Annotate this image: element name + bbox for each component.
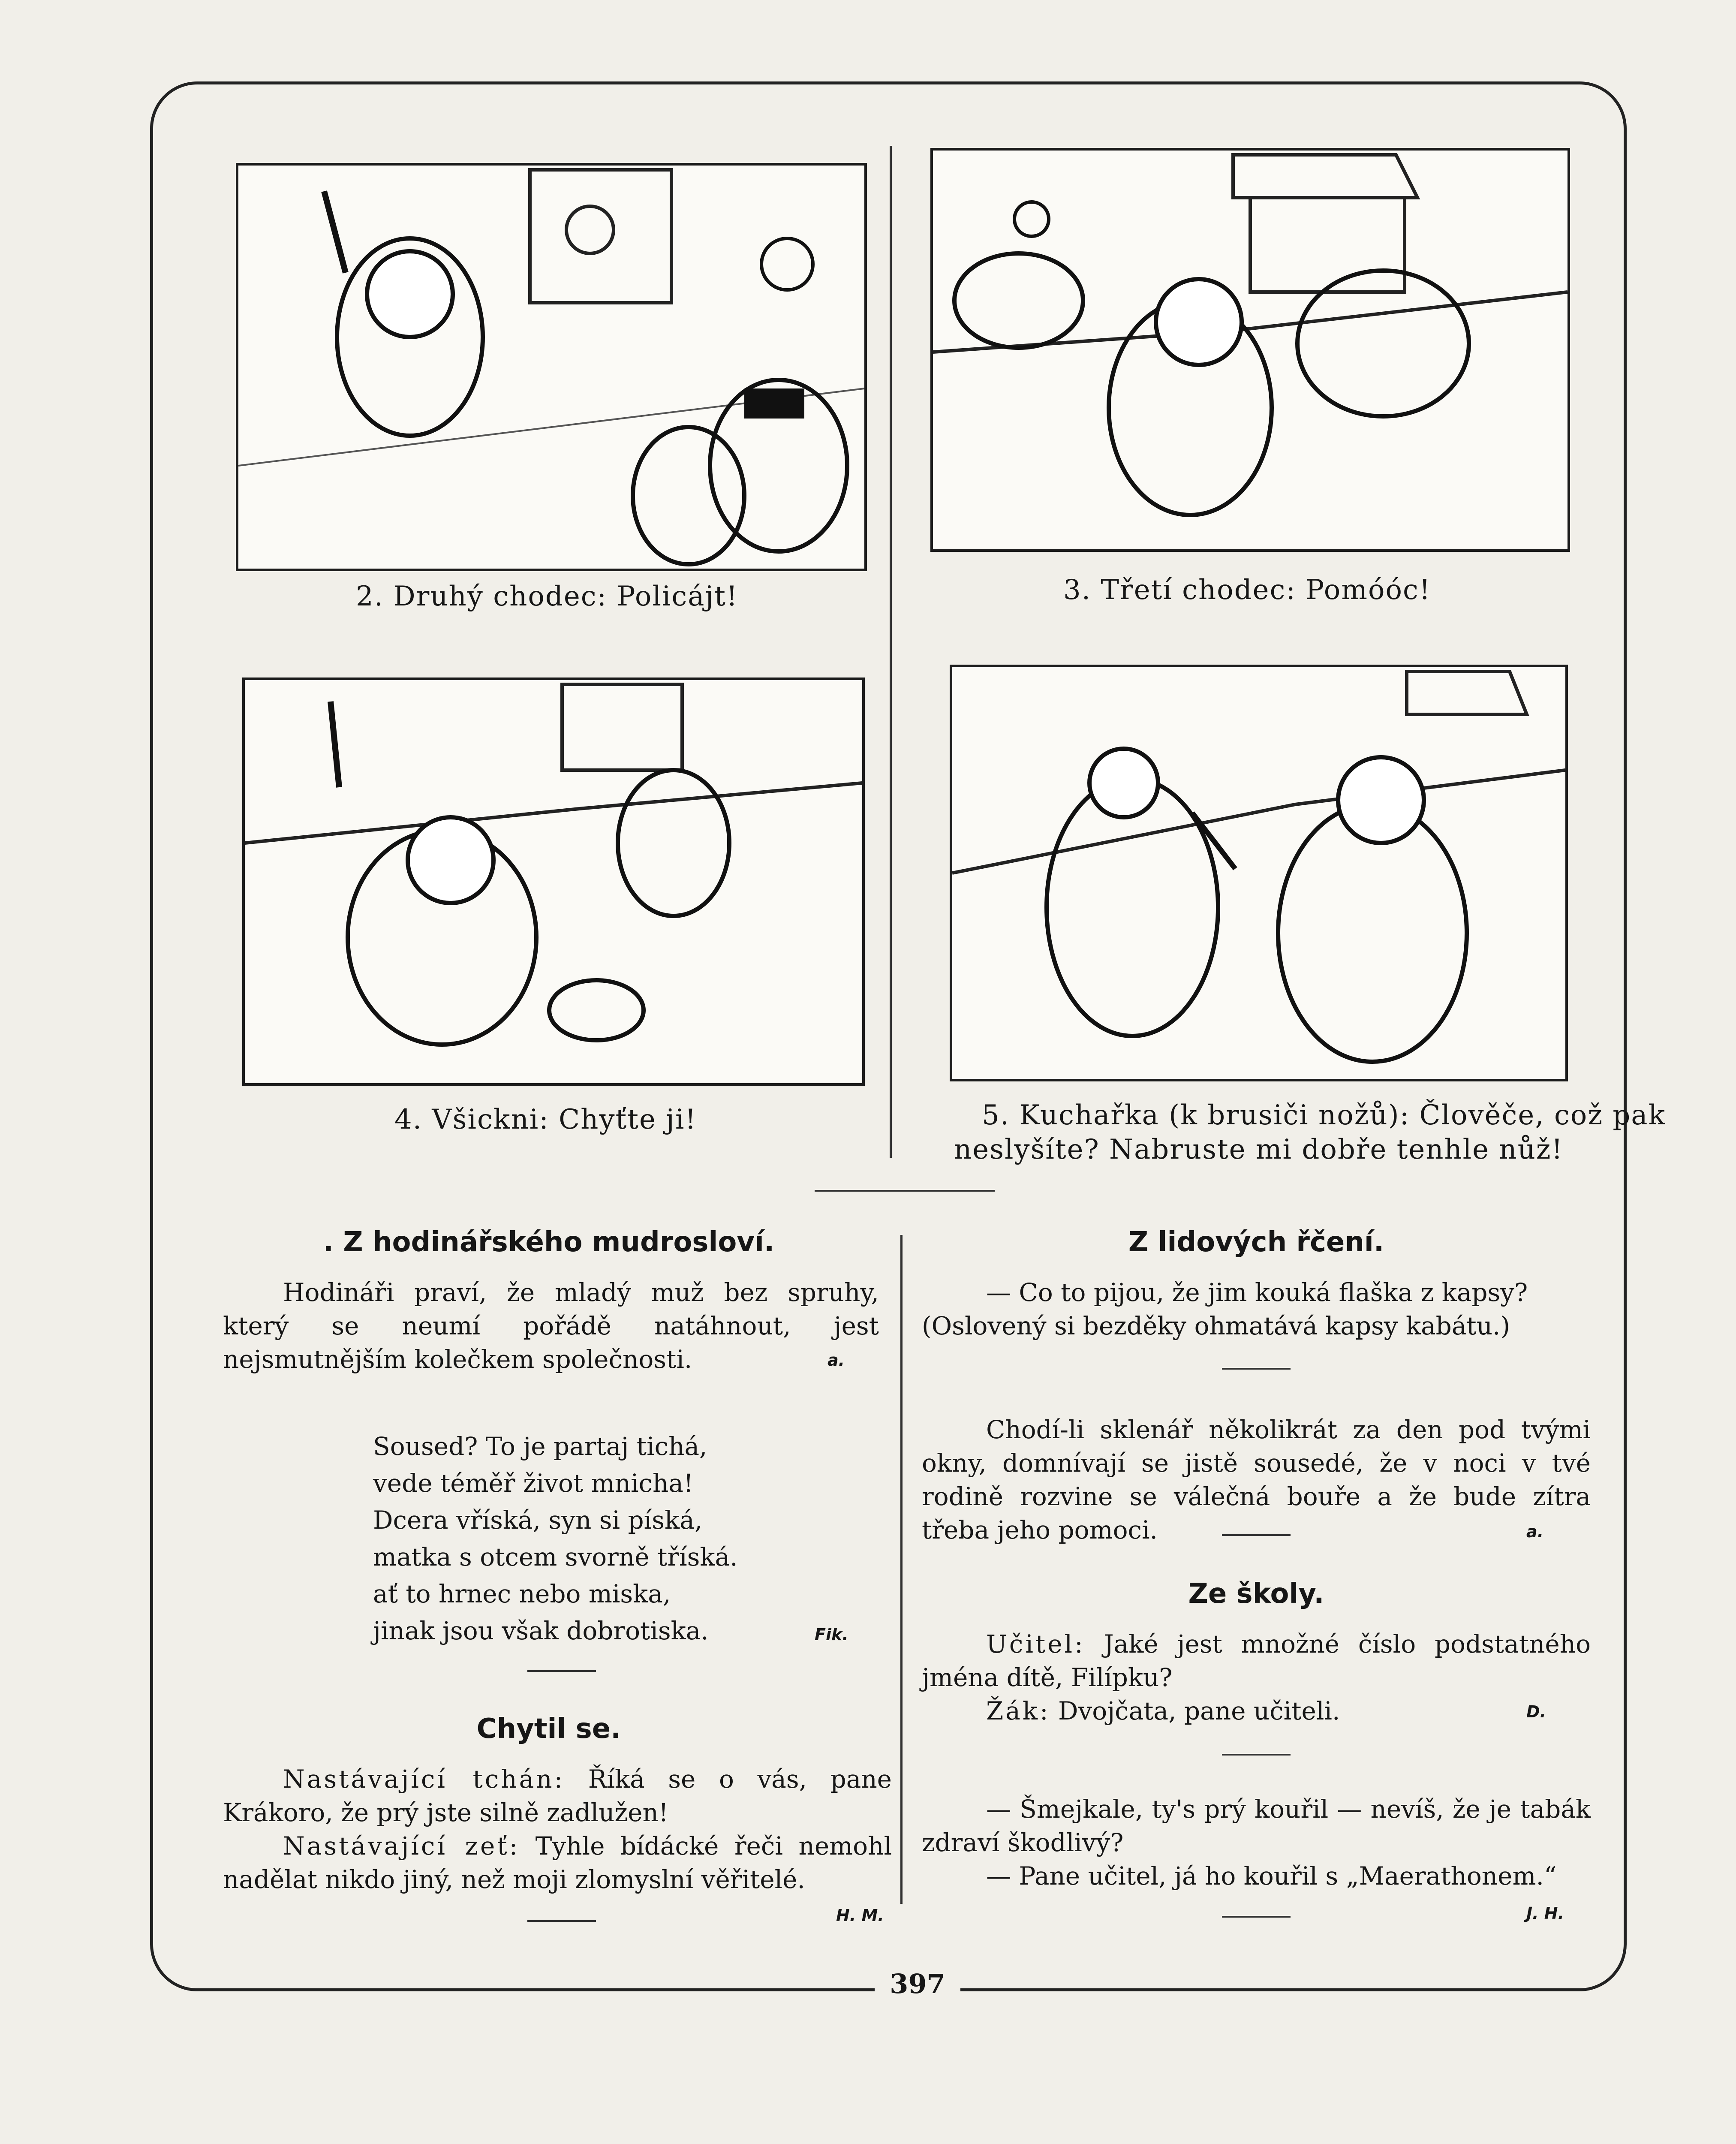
paragraph [922,1694,1591,1728]
section-divider [1222,1754,1291,1756]
cartoon-illustration [245,680,862,1083]
section-heading: Ze školy. [1188,1578,1324,1610]
speaker: Učitel: [986,1629,1085,1659]
cartoon-illustration [952,667,1565,1079]
dialogue: Tyhle bídácké řeči nemohl nadělat nikdo jiný, než moji zlomyslní věřitelé. [223,1831,892,1894]
section-divider [1222,1368,1291,1370]
panel-caption: 3. Třetí chodec: Pomóóc! [1063,574,1431,606]
section-divider [1222,1916,1291,1918]
comic-panel-4 [242,678,865,1086]
paragraph: (Oslovený si bezděky ohmatává kapsy kabátu.) [922,1311,1510,1340]
section-heading: . Z hodinářského mudrosloví. [323,1226,775,1258]
panel-caption: 5. Kuchařka (k brusiči nožů): Člověče, což pak [982,1099,1666,1131]
paragraph [223,1829,892,1896]
section-divider [527,1670,596,1672]
comic-panel-3 [930,148,1570,552]
column-divider [890,146,892,1158]
comic-panel-2 [236,163,867,571]
paragraph [223,1762,892,1829]
page-number: 397 [890,1968,945,1999]
dialogue: Říká se o vás, pane Krákoro, že prý jste silně zadlužen! [223,1765,892,1827]
poem-line: matka s otcem svorně tříská. [373,1542,738,1572]
section-heading: Z lidových řčení. [1128,1226,1384,1258]
speaker: Nastávající zeť: [283,1831,520,1861]
signature: a. [1526,1522,1544,1541]
panel-caption: 2. Druhý chodec: Policájt! [356,581,738,612]
section-divider [527,1920,596,1922]
panel-caption: 4. Všickni: Chyťte ji! [394,1104,697,1135]
paragraph: — Pane učitel, já ho kouřil s „Maerathonem.“ [986,1861,1557,1891]
section-heading: Chytil se. [476,1713,621,1745]
cartoon-illustration [933,151,1568,549]
poem-line: Dcera vříská, syn si píská, [373,1506,703,1535]
signature: Fik. [815,1625,848,1644]
poem-line: Soused? To je partaj tichá, [373,1432,707,1461]
panel-caption: neslyšíte? Nabruste mi dobře tenhle nůž! [954,1134,1564,1165]
dialogue: Jaké jest množné číslo podstatného jména dítě, Filípku? [922,1629,1591,1692]
poem-line: ať to hrnec nebo miska, [373,1579,671,1608]
signature: H. M. [836,1906,884,1925]
paragraph: Hodináři praví, že mladý muž bez spruhy, který se neumí pořádě natáhnout, jest nejsmutnějším kolečkem společnosti. [223,1278,879,1374]
section-divider [815,1190,995,1192]
poem-line: jinak jsou však dobrotiska. [373,1616,709,1645]
paragraph: Chodí-li sklenář několikrát za den pod tvými okny, domnívají se jistě sousedé, že v noci v tvé rodině rozvine se válečná bouře a že bude zítra třeba jeho pomoci. [922,1415,1591,1545]
paragraph: — Co to pijou, že jim kouká flaška z kapsy? [986,1278,1528,1307]
section-divider [1222,1534,1291,1536]
column-divider [900,1235,903,1904]
comic-panel-5 [950,665,1568,1081]
signature: J. H. [1526,1904,1565,1923]
dialogue: Dvojčata, pane učiteli. [1058,1696,1340,1725]
speaker: Žák: [986,1696,1050,1725]
signature: D. [1526,1702,1546,1721]
poem [373,1428,738,1649]
signature: a. [827,1351,845,1370]
poem-line: vede téměř život mnicha! [373,1469,694,1498]
paragraph [922,1627,1591,1694]
speaker: Nastávající tchán: [283,1765,565,1794]
cartoon-illustration [238,166,864,569]
paragraph: — Šmejkale, ty's prý kouřil — nevíš, že je tabák zdraví škodlivý? [922,1795,1591,1857]
